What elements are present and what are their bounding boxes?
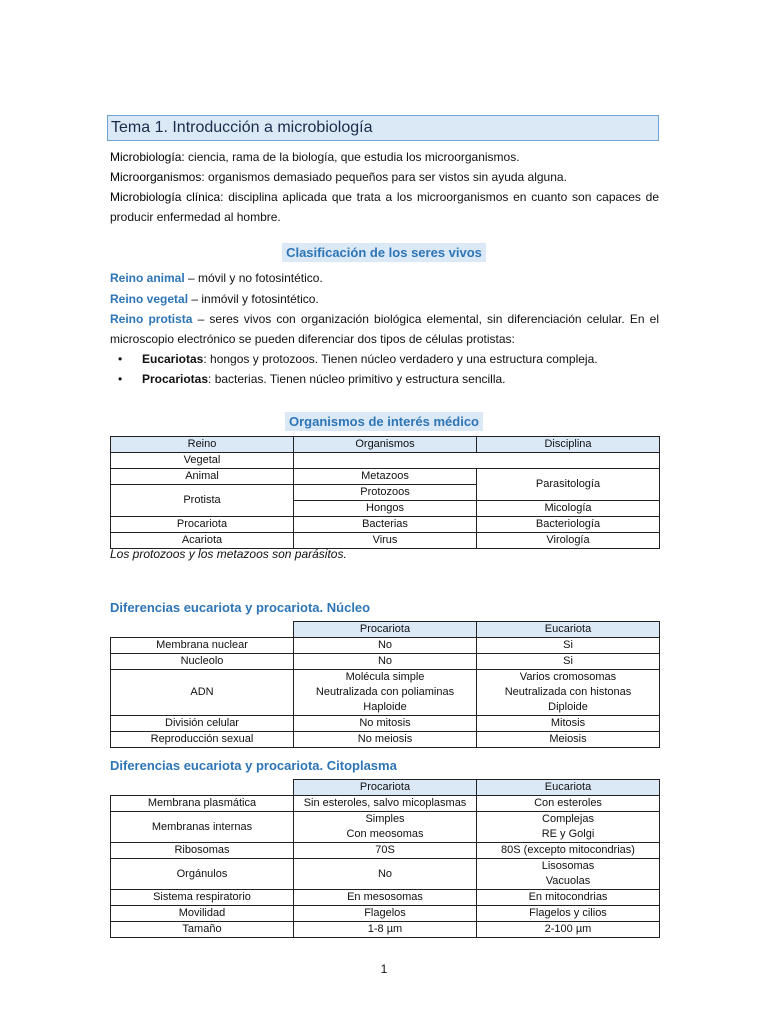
table-cell (477, 906, 660, 922)
page-number: 1 (380, 962, 388, 976)
cell-line: Con meosomas (346, 828, 424, 840)
table-cell: Virología (477, 533, 660, 549)
table-cell: Protozoos (294, 485, 477, 501)
definition-text: : organismos demasiado pequeños para ser vistos sin ayuda alguna. (201, 170, 567, 184)
cell-line: 80S (excepto mitocondrias) (501, 844, 635, 856)
cell-line: Flagelos (364, 907, 406, 919)
reino-name: Reino animal (110, 271, 185, 285)
section-heading-clasificacion: Clasificación de los seres vivos (0, 245, 768, 260)
row-label: Membrana plasmática (111, 796, 294, 812)
cell-line: 70S (375, 844, 395, 856)
column-header: Organismos (294, 437, 477, 453)
cell-line: Neutralizada con poliaminas (315, 686, 455, 698)
cell-line: Meiosis (549, 733, 587, 745)
cell-line: 1-8 µm (367, 923, 403, 935)
definition-microorganismos (110, 167, 659, 187)
table-cell (294, 890, 477, 906)
definition-text: : disciplina aplicada que trata a los microorganismos en cuanto son capaces de producir enfermedad al hombre. (110, 190, 659, 224)
table-row (111, 517, 660, 533)
table-cell (477, 732, 660, 748)
reino-animal: Reino animal – móvil y no fotosintético. (110, 271, 323, 285)
cell-line: En mitocondrias (528, 891, 608, 903)
cell-line: Si (563, 655, 573, 667)
cell-line: Sin esteroles, salvo micoplasmas (303, 797, 467, 809)
definition-term: Microbiología clínica (110, 190, 221, 204)
table-cell (294, 812, 477, 843)
cell-line: Lisosomas (541, 860, 595, 872)
section-heading-nucleo: Diferencias eucariota y procariota. Núcleo (110, 600, 371, 615)
row-label: Tamaño (111, 922, 294, 938)
table-row (111, 732, 660, 748)
table-header-row (111, 622, 660, 638)
row-label: Reproducción sexual (111, 732, 294, 748)
definition-microbiologia-clinica (110, 187, 659, 227)
cell-line: Vacuolas (545, 875, 591, 887)
table-cell (477, 859, 660, 890)
definition-microbiologia (110, 147, 659, 167)
cell-line: Si (563, 639, 573, 651)
table-header-row (111, 780, 660, 796)
row-label: Membranas internas (111, 812, 294, 843)
table-row (111, 638, 660, 654)
table-row (111, 906, 660, 922)
cell-line: Molécula simple (345, 671, 425, 683)
table-cell (294, 670, 477, 716)
table-cell: Animal (111, 469, 294, 485)
definition-text: : ciencia, rama de la biología, que estudia los microorganismos. (181, 150, 520, 164)
table-row (111, 796, 660, 812)
table-cell: Bacteriología (477, 517, 660, 533)
table-cell (294, 859, 477, 890)
table-row (111, 859, 660, 890)
table-cell: Bacterias (294, 517, 477, 533)
organismos-table (110, 436, 660, 549)
cell-line: Haploide (363, 701, 407, 713)
table-cell: Vegetal (111, 453, 294, 469)
row-label: Orgánulos (111, 859, 294, 890)
column-header: Procariota (294, 622, 477, 638)
table-cell (477, 654, 660, 670)
table-row (111, 922, 660, 938)
column-header: Reino (111, 437, 294, 453)
row-label: ADN (111, 670, 294, 716)
protista-types-list (110, 349, 659, 389)
cell-line: 2-100 µm (544, 923, 592, 935)
page-title: Tema 1. Introducción a microbiología (107, 115, 659, 141)
row-label: Movilidad (111, 906, 294, 922)
cell-line: Neutralizada con histonas (504, 686, 632, 698)
definition-term: Microbiología (110, 150, 182, 164)
table-row (111, 670, 660, 716)
table-cell (294, 732, 477, 748)
cell-line: No meiosis (357, 733, 413, 745)
column-header: Procariota (294, 780, 477, 796)
cell-line: Con esteroles (534, 797, 602, 809)
row-label: División celular (111, 716, 294, 732)
table-row (111, 890, 660, 906)
table-cell (294, 638, 477, 654)
cell-line: Mitosis (550, 717, 586, 729)
table-cell (294, 796, 477, 812)
table-cell (294, 453, 660, 469)
list-item: • Eucariotas: hongos y protozoos. Tienen núcleo verdadero y una estructura compleja. (110, 349, 659, 369)
table-cell (294, 654, 477, 670)
table-cell (477, 670, 660, 716)
table-cell: Metazoos (294, 469, 477, 485)
table-cell (477, 796, 660, 812)
cell-line: No (377, 867, 393, 880)
table-row (111, 716, 660, 732)
table-cell (477, 716, 660, 732)
cell-line: Diploide (548, 701, 588, 713)
cell-line: RE y Golgi (541, 828, 595, 840)
column-header: Eucariota (477, 780, 660, 796)
reino-protista: Reino protista – seres vivos con organización biológica elemental, sin diferenciación celular. En el microscopio electrónico se pueden diferenciar dos tipos de células protistas: (110, 312, 660, 346)
row-label: Nucleolo (111, 654, 294, 670)
cell-line: Flagelos y cilios (529, 907, 607, 919)
table-cell (294, 922, 477, 938)
table-cell (477, 638, 660, 654)
table-cell (477, 890, 660, 906)
reino-name: Reino vegetal (110, 292, 189, 306)
organismos-note: Los protozoos y los metazoos son parásitos. (110, 547, 347, 561)
cell-line: En mesosomas (347, 891, 423, 903)
row-label: Membrana nuclear (111, 638, 294, 654)
table-row (111, 453, 660, 469)
row-label: Ribosomas (111, 843, 294, 859)
table-cell (477, 812, 660, 843)
column-header: Disciplina (477, 437, 660, 453)
cell-line: Varios cromosomas (519, 671, 617, 683)
table-cell (477, 922, 660, 938)
cell-line: No mitosis (359, 717, 411, 729)
table-cell: Acariota (111, 533, 294, 549)
table-row (111, 469, 660, 485)
reino-name: Reino protista (110, 312, 193, 326)
list-item: • Procariotas: bacterias. Tienen núcleo primitivo y estructura sencilla. (110, 369, 659, 389)
reino-vegetal: Reino vegetal – inmóvil y fotosintético. (110, 292, 319, 306)
column-header: Eucariota (477, 622, 660, 638)
table-cell (477, 843, 660, 859)
cell-line: No (377, 655, 393, 667)
cell-line: Simples (365, 813, 405, 825)
table-cell: Procariota (111, 517, 294, 533)
table-row (111, 654, 660, 670)
cell-line: Complejas (542, 813, 594, 825)
table-row (111, 812, 660, 843)
nucleo-table (110, 621, 660, 748)
table-cell (294, 906, 477, 922)
table-row (111, 843, 660, 859)
citoplasma-table (110, 779, 660, 938)
cell-line: No (377, 639, 393, 651)
table-cell: Protista (111, 485, 294, 517)
table-cell (294, 843, 477, 859)
section-heading-organismos: Organismos de interés médico (0, 414, 768, 429)
table-cell: Virus (294, 533, 477, 549)
table-cell: Micología (477, 501, 660, 517)
definition-term: Microorganismos (110, 170, 202, 184)
table-header-row (111, 437, 660, 453)
table-cell (294, 716, 477, 732)
row-label: Sistema respiratorio (111, 890, 294, 906)
table-cell: Hongos (294, 501, 477, 517)
section-heading-citoplasma: Diferencias eucariota y procariota. Citoplasma (110, 758, 397, 773)
table-cell: Parasitología (477, 469, 660, 501)
